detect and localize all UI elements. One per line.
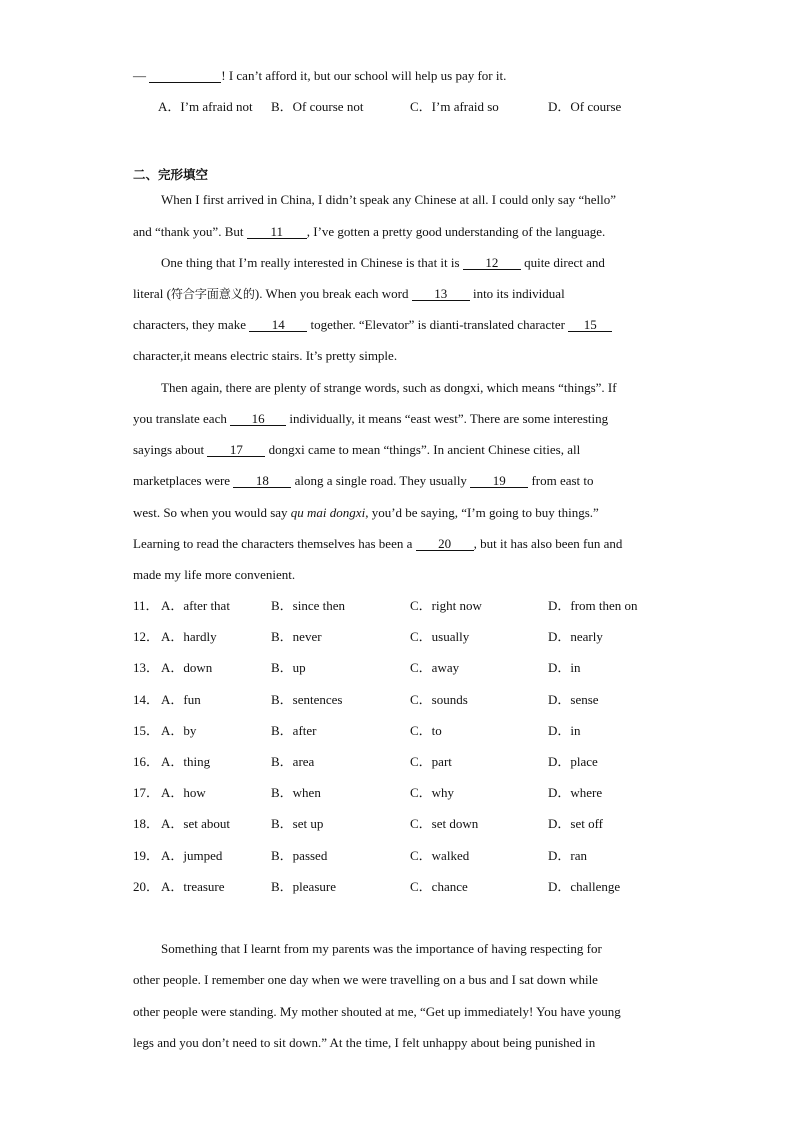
option-a[interactable]: A．fun [161, 692, 201, 707]
question-number: 12． [133, 629, 160, 644]
passage-line: One thing that I’m really interested in Chinese is that it is 12 quite direct and [161, 255, 605, 270]
q10-option-c[interactable]: C．I’m afraid so [410, 99, 499, 114]
option-a[interactable]: A．thing [161, 754, 211, 769]
passage-line: you translate each 16 individually, it means “east west”. There are some interesting [133, 411, 609, 426]
option-c[interactable]: C．to [410, 723, 442, 738]
blank-15[interactable]: 15 [568, 318, 612, 332]
option-c[interactable]: C．usually [410, 629, 470, 644]
option-d[interactable]: D．in [548, 660, 581, 675]
blank-13[interactable]: 13 [412, 287, 470, 301]
passage-line: marketplaces were 18 along a single road. They usually 19 from east to [133, 473, 594, 488]
question-number: 17． [133, 785, 160, 800]
option-b[interactable]: B．set up [271, 816, 324, 831]
option-b[interactable]: B．up [271, 660, 306, 675]
option-a[interactable]: A．down [161, 660, 213, 675]
option-c[interactable]: C．set down [410, 816, 479, 831]
blank-16[interactable]: 16 [230, 412, 286, 426]
passage-line: literal (符合字面意义的). When you break each word 13 into its individual [133, 286, 565, 301]
passage-line: When I first arrived in China, I didn’t speak any Chinese at all. I could only say “hello” [161, 192, 616, 207]
option-c[interactable]: C．part [410, 754, 452, 769]
passage-line: character,it means electric stairs. It’s pretty simple. [133, 348, 398, 363]
passage-line: Learning to read the characters themselves has been a 20 , but it has also been fun and [133, 536, 623, 551]
question-number: 11． [133, 598, 159, 613]
option-a[interactable]: A．set about [161, 816, 230, 831]
option-c[interactable]: C．walked [410, 848, 470, 863]
blank-17[interactable]: 17 [207, 443, 265, 457]
q10-stem: — ! I can’t afford it, but our school will help us pay for it. [133, 68, 507, 83]
option-b[interactable]: B．since then [271, 598, 346, 613]
option-d[interactable]: D．ran [548, 848, 587, 863]
blank-18[interactable]: 18 [233, 474, 291, 488]
blank-20[interactable]: 20 [416, 537, 474, 551]
passage-line: sayings about 17 dongxi came to mean “things”. In ancient Chinese cities, all [133, 442, 581, 457]
question-number: 19． [133, 848, 160, 863]
blank-19[interactable]: 19 [470, 474, 528, 488]
option-a[interactable]: A．how [161, 785, 206, 800]
option-a[interactable]: A．hardly [161, 629, 217, 644]
passage-line: Then again, there are plenty of strange words, such as dongxi, which means “things”. If [161, 380, 617, 395]
option-b[interactable]: B．after [271, 723, 317, 738]
question-number: 15． [133, 723, 160, 738]
option-c[interactable]: C．right now [410, 598, 482, 613]
passage-line: legs and you don’t need to sit down.” At the time, I felt unhappy about being punished in [133, 1035, 596, 1050]
option-d[interactable]: D．from then on [548, 598, 638, 613]
option-b[interactable]: B．sentences [271, 692, 343, 707]
passage-line: made my life more convenient. [133, 567, 296, 582]
passage-line: characters, they make 14 together. “Elevator” is dianti-translated character 15 [133, 317, 612, 333]
option-b[interactable]: B．pleasure [271, 879, 336, 894]
option-b[interactable]: B．never [271, 629, 322, 644]
option-c[interactable]: C．chance [410, 879, 468, 894]
question-number: 13． [133, 660, 160, 675]
option-d[interactable]: D．where [548, 785, 603, 800]
question-number: 14． [133, 692, 160, 707]
option-d[interactable]: D．challenge [548, 879, 621, 894]
q10-answer-blank[interactable] [149, 69, 221, 83]
option-d[interactable]: D．in [548, 723, 581, 738]
question-number: 20． [133, 879, 160, 894]
option-a[interactable]: A．after that [161, 598, 230, 613]
option-b[interactable]: B．area [271, 754, 315, 769]
blank-11[interactable]: 11 [247, 225, 307, 239]
passage-line: Something that I learnt from my parents was the importance of having respecting for [161, 941, 602, 956]
blank-12[interactable]: 12 [463, 256, 521, 270]
option-b[interactable]: B．when [271, 785, 321, 800]
option-d[interactable]: D．nearly [548, 629, 603, 644]
option-a[interactable]: A．jumped [161, 848, 223, 863]
q10-option-d[interactable]: D．Of course [548, 99, 622, 114]
option-c[interactable]: C．sounds [410, 692, 468, 707]
passage-line: other people were standing. My mother shouted at me, “Get up immediately! You have young [133, 1004, 621, 1019]
option-a[interactable]: A．by [161, 723, 197, 738]
option-b[interactable]: B．passed [271, 848, 328, 863]
q10-option-b[interactable]: B．Of course not [271, 99, 364, 114]
option-d[interactable]: D．set off [548, 816, 604, 831]
option-c[interactable]: C．why [410, 785, 455, 800]
passage-line: other people. I remember one day when we were travelling on a bus and I sat down while [133, 972, 598, 987]
option-d[interactable]: D．place [548, 754, 598, 769]
q10-option-a[interactable]: A．I’m afraid not [158, 99, 253, 114]
question-number: 16． [133, 754, 160, 769]
section-title: 二、完形填空 [133, 167, 209, 182]
blank-14[interactable]: 14 [249, 318, 307, 332]
option-c[interactable]: C．away [410, 660, 460, 675]
passage-line: and “thank you”. But 11 , I’ve gotten a pretty good understanding of the language. [133, 224, 606, 239]
option-d[interactable]: D．sense [548, 692, 599, 707]
question-number: 18． [133, 816, 160, 831]
option-a[interactable]: A．treasure [161, 879, 225, 894]
passage-line: west. So when you would say qu mai dongxi, you’d be saying, “I’m going to buy things.” [133, 505, 599, 520]
